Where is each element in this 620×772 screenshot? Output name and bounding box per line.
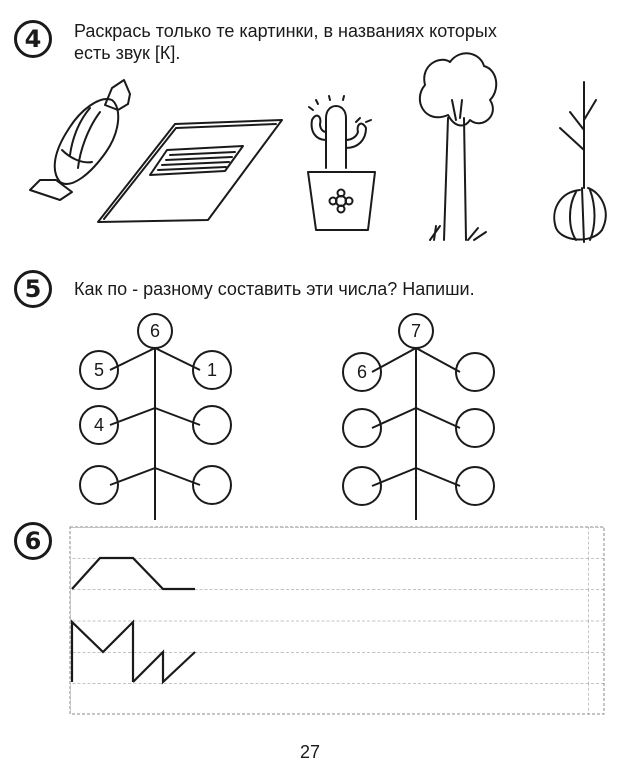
- tree-1-top-value: 6: [149, 321, 161, 341]
- tree-1-row-2-left-value: 4: [93, 415, 105, 435]
- tree-1-row-1-right-value: 1: [206, 360, 218, 380]
- grid-area[interactable]: [70, 527, 604, 714]
- tree-2-top-value: 7: [410, 321, 422, 341]
- task-5-instruction: Как по - разному составить эти числа? Напиши.: [74, 279, 475, 299]
- task-4-line-2: есть звук [К].: [74, 43, 181, 63]
- task-6-number: 6: [24, 527, 42, 555]
- tree-2-row-1-left-value: 6: [356, 362, 368, 382]
- tree-1-row-1-left-value: 5: [93, 360, 105, 380]
- page-number: 27: [299, 742, 321, 762]
- task-4-line-1: Раскрась только те картинки, в названиях которых: [74, 21, 497, 41]
- task-5-number: 5: [24, 275, 42, 303]
- task-4-number: 4: [24, 25, 42, 53]
